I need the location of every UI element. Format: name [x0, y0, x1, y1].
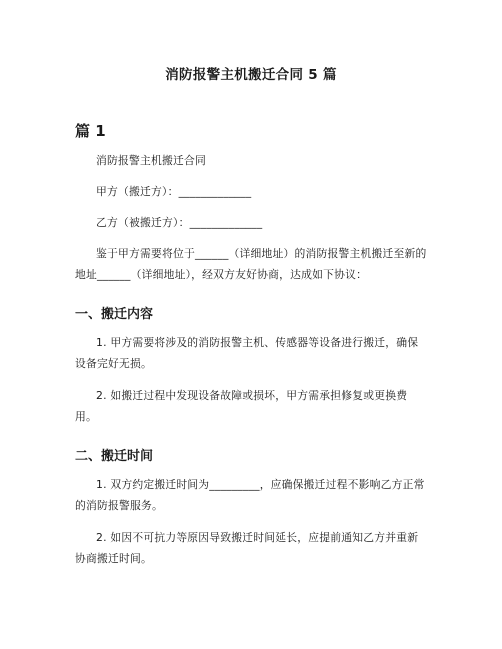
document-title: 消防报警主机搬迁合同 5 篇	[165, 67, 337, 83]
preamble-paragraph: 鉴于甲方需要将位于______（详细地址）的消防报警主机搬迁至新的地址______（详细地址），经双方友好协商，达成如下协议：	[75, 247, 427, 281]
party-b-line: 乙方（被搬迁方）：_____________	[96, 216, 263, 229]
section-item: 2. 如搬迁过程中发现设备故障或损坏，甲方需承担修复或更换费用。	[75, 389, 408, 423]
part-heading: 篇 1	[75, 122, 106, 140]
section-heading: 一、搬迁内容	[75, 307, 154, 322]
section-item: 1. 甲方需要将涉及的消防报警主机、传感器等设备进行搬迁，确保设备完好无损。	[75, 336, 419, 370]
section-item: 2. 如因不可抗力等原因导致搬迁时间延长，应提前通知乙方并重新协商搬迁时间。	[75, 531, 419, 565]
contract-name: 消防报警主机搬迁合同	[96, 154, 206, 167]
section-item: 1. 双方约定搬迁时间为_________，应确保搬迁过程不影响乙方正常的消防报警服务。	[75, 478, 425, 512]
section-heading: 二、搬迁时间	[75, 449, 154, 464]
party-a-line: 甲方（搬迁方）：_____________	[96, 185, 252, 198]
